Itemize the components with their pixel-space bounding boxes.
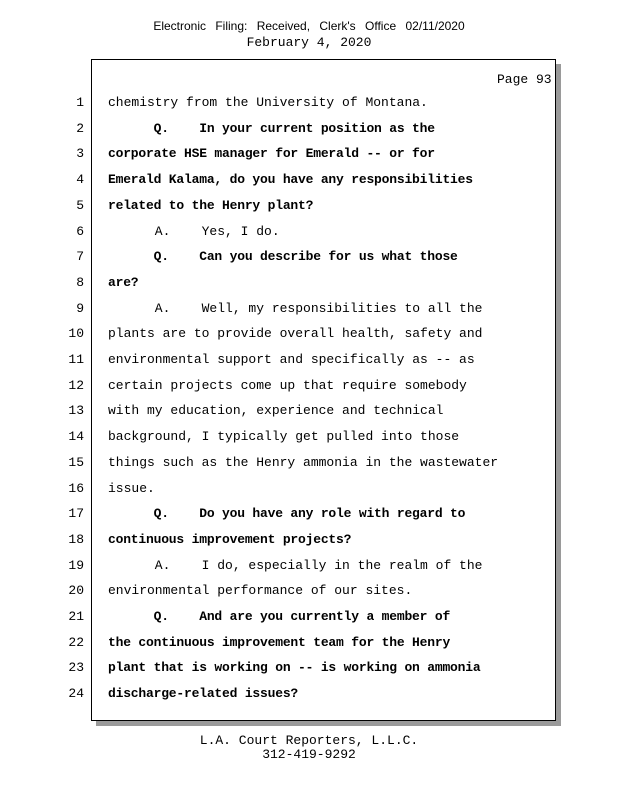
footer-phone: 312-419-9292 [262, 747, 356, 762]
answer-line: environmental performance of our sites. [108, 583, 413, 598]
line-number: 3 [76, 146, 84, 161]
line-number: 20 [68, 583, 84, 598]
line-number: 12 [68, 378, 84, 393]
line-number: 18 [68, 532, 84, 547]
line-number: 7 [76, 249, 84, 264]
question-line: Q. Can you describe for us what those [108, 249, 458, 264]
answer-line: environmental support and specifically as -- as [108, 352, 475, 367]
answer-line: with my education, experience and technical [108, 403, 444, 418]
line-number: 16 [68, 481, 84, 496]
line-number: 6 [76, 224, 84, 239]
line-number: 21 [68, 609, 84, 624]
answer-line: chemistry from the University of Montana. [108, 95, 428, 110]
line-number: 23 [68, 660, 84, 675]
question-line: the continuous improvement team for the Henry [108, 635, 451, 650]
line-number: 15 [68, 455, 84, 470]
line-number: 8 [76, 275, 84, 290]
question-line: are? [108, 275, 139, 290]
line-number: 19 [68, 558, 84, 573]
question-line: corporate HSE manager for Emerald -- or for [108, 146, 435, 161]
question-line: Q. Do you have any role with regard to [108, 506, 466, 521]
line-number: 24 [68, 686, 84, 701]
line-number: 17 [68, 506, 84, 521]
answer-line: A. Well, my responsibilities to all the [108, 301, 483, 316]
answer-line: background, I typically get pulled into those [108, 429, 460, 444]
question-line: plant that is working on -- is working on ammonia [108, 660, 481, 675]
line-number: 10 [68, 326, 84, 341]
question-line: Emerald Kalama, do you have any responsibilities [108, 172, 473, 187]
answer-line: certain projects come up that require somebody [108, 378, 467, 393]
line-number: 13 [68, 403, 84, 418]
filing-stamp: Electronic Filing: Received, Clerk's Office 02/11/2020 [153, 19, 465, 33]
line-number: 5 [76, 198, 84, 213]
question-line: continuous improvement projects? [108, 532, 352, 547]
page-number: Page 93 [497, 72, 552, 87]
answer-line: A. Yes, I do. [108, 224, 280, 239]
deposition-date: February 4, 2020 [246, 35, 372, 50]
line-number: 9 [76, 301, 84, 316]
question-line: Q. And are you currently a member of [108, 609, 451, 624]
question-line: Q. In your current position as the [108, 121, 435, 136]
answer-line: things such as the Henry ammonia in the wastewater [108, 455, 499, 470]
question-line: discharge-related issues? [108, 686, 299, 701]
line-number: 11 [68, 352, 84, 367]
answer-line: issue. [108, 481, 155, 496]
line-number: 1 [76, 95, 84, 110]
line-number: 4 [76, 172, 84, 187]
line-number: 2 [76, 121, 84, 136]
line-number: 14 [68, 429, 84, 444]
line-number: 22 [68, 635, 84, 650]
question-line: related to the Henry plant? [108, 198, 314, 213]
answer-line: plants are to provide overall health, safety and [108, 326, 483, 341]
footer-company: L.A. Court Reporters, L.L.C. [199, 733, 419, 748]
answer-line: A. I do, especially in the realm of the [108, 558, 483, 573]
